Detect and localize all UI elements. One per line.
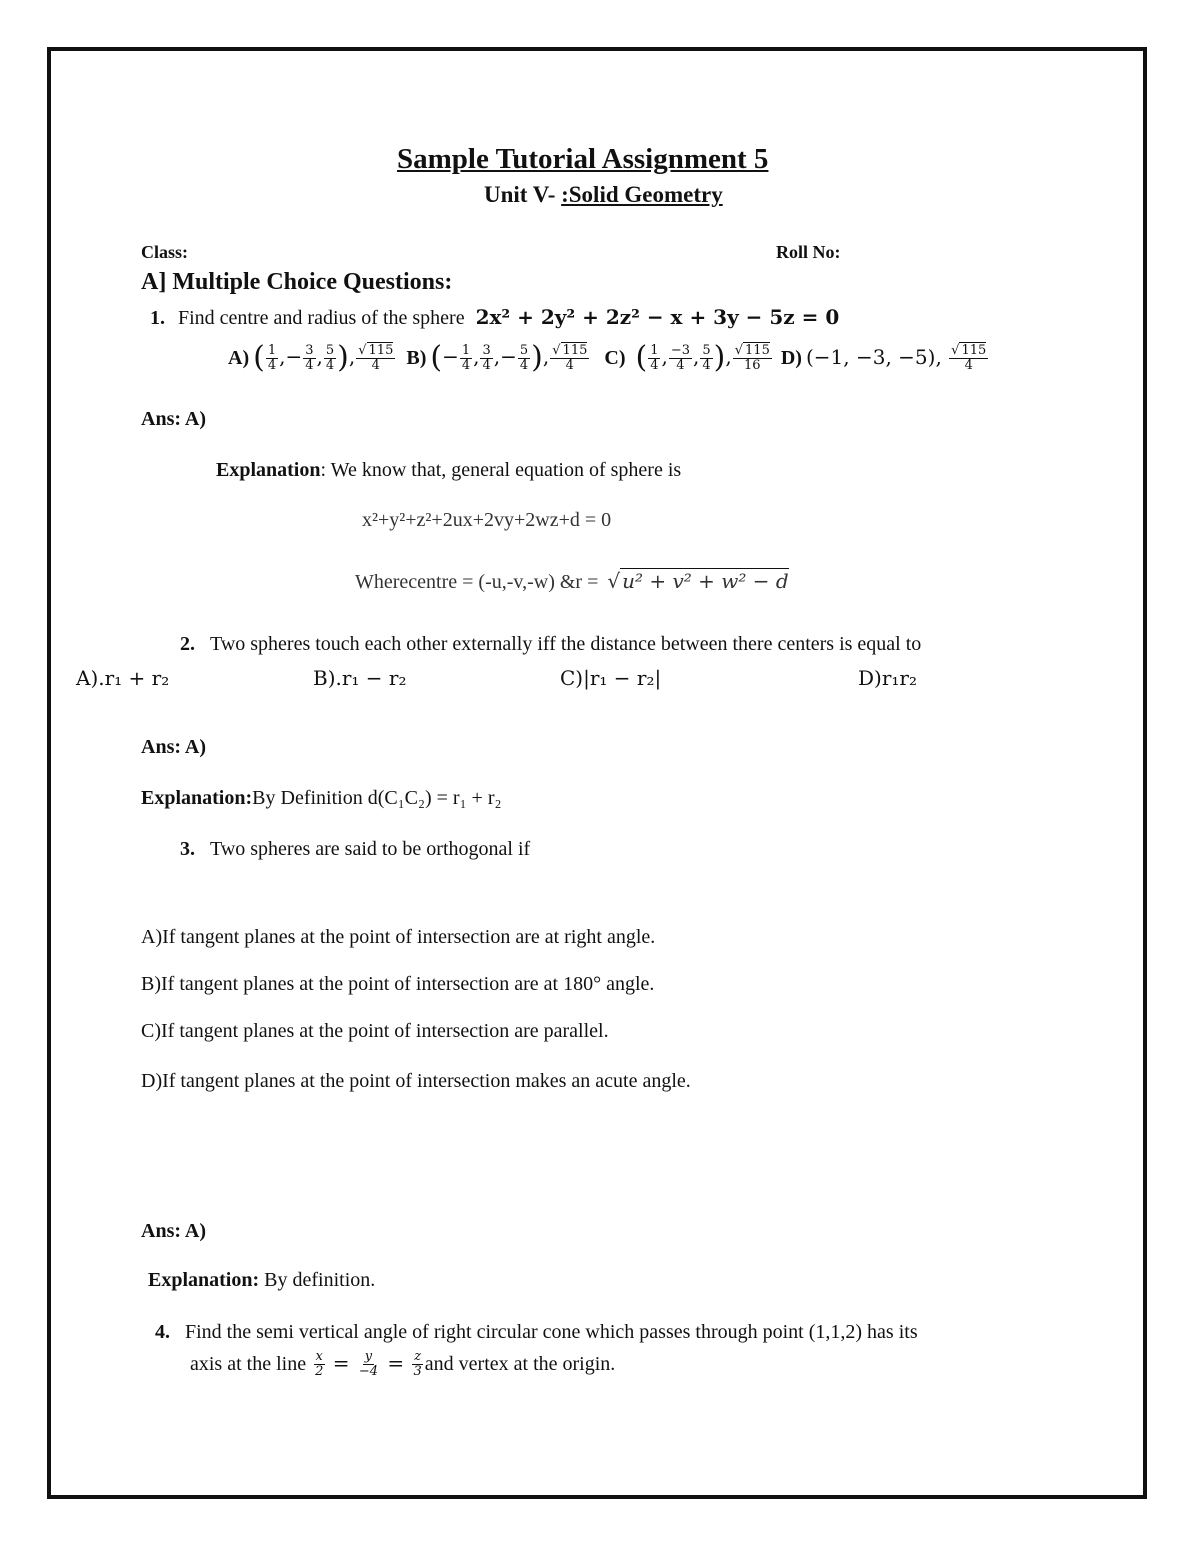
question-2: [180, 633, 921, 656]
option-a-value: ( $\frac{1}{4}$ ,− $\frac{3}{4}$ , $\frac{5}{4}$ ), $\frac{√ 115}{4}$: [253, 340, 394, 375]
class-label: Class:: [141, 242, 189, 262]
question-3-text: Two spheres are said to be orthogonal if: [210, 838, 531, 860]
option-d-label: D): [780, 346, 802, 369]
option-a-label: A): [228, 346, 250, 369]
question-1-options: [228, 336, 989, 380]
answer-1: Ans: A): [141, 408, 207, 430]
question-2-text: Two spheres touch each other externally iff the distance between there centers is equal to: [210, 633, 922, 655]
question-4-text: Find the semi vertical angle of right circular cone which passes through point (1,1,2) has its: [185, 1321, 918, 1343]
explanation-3: [148, 1269, 375, 1292]
unit-topic: :Solid Geometry: [561, 182, 723, 207]
explanation-3-text: By definition.: [259, 1269, 376, 1291]
answer-3: Ans: A): [141, 1220, 207, 1242]
explanation-1: [216, 459, 681, 482]
question-3-option-c: C)If tangent planes at the point of intersection are parallel.: [141, 1020, 609, 1042]
explanation-1-label: Explanation: [216, 459, 321, 481]
question-1-equation: 2x² + 2y² + 2z² − x + 3y − 5z = 0: [475, 305, 840, 329]
question-2-option-d: D)r₁r₂: [858, 666, 917, 690]
question-3-number: 3.: [180, 838, 195, 860]
question-4-line2-prefix: axis at the line: [190, 1353, 307, 1375]
page-title: Sample Tutorial Assignment 5: [397, 143, 769, 175]
option-b-value: (− $\frac{1}{4}$ , $\frac{3}{4}$ ,− $\frac{5}{4}$ ), $\frac{√ 115}{4}$: [430, 340, 588, 375]
explanation-2-label: Explanation:: [141, 787, 253, 809]
question-2-number: 2.: [180, 633, 195, 655]
explanation-2: [141, 787, 501, 810]
question-3-option-b: B)If tangent planes at the point of intersection are at 180° angle.: [141, 973, 655, 995]
question-2-option-a: A).r₁ + r₂: [76, 666, 170, 690]
question-1-number: 1.: [150, 307, 165, 329]
question-1: [150, 305, 839, 330]
option-b-label: B): [406, 346, 427, 369]
roll-no-label: Roll No:: [776, 242, 841, 262]
question-2-option-c: C)|r₁ − r₂|: [560, 666, 662, 690]
explanation-2-text: By Definition d(C₁C₂) = r₁ + r₂: [252, 787, 502, 809]
centre-radius-line: Wherecentre = (-u,-v,-w) &r = √ u² + v² + w² − d: [355, 569, 789, 593]
radius-expression: u² + v² + w² − d: [622, 569, 789, 593]
explanation-1-text: : We know that, general equation of sphere is: [320, 459, 682, 481]
section-heading-mcq: A] Multiple Choice Questions:: [141, 269, 453, 295]
question-3-option-a: A)If tangent planes at the point of intersection are at right angle.: [141, 926, 656, 948]
option-d-value: (−1, −3, −5), $\frac{√ 115}{4}$: [805, 342, 987, 373]
option-c-value: ( $\frac{1}{4}$ , $\frac{-3}{4}$ , $\frac{5}{4}$ ), $\frac{√ 115}{16}$: [635, 340, 770, 375]
unit-prefix: Unit V-: [484, 182, 562, 207]
option-d-text: (−1, −3, −5),: [805, 344, 942, 369]
centre-text: Wherecentre = (-u,-v,-w) &r =: [355, 571, 599, 593]
question-3: [180, 838, 530, 861]
question-4-line2-suffix: and vertex at the origin.: [424, 1353, 616, 1375]
axis-line-equation: $\frac{x}{2}$ = $\frac{y}{-4}$ = $\frac{z}{3}$: [315, 1349, 422, 1379]
question-4-line-2: [190, 1350, 615, 1379]
answer-2: Ans: A): [141, 736, 207, 758]
unit-heading: [484, 182, 723, 208]
general-equation: x²+y²+z²+2ux+2vy+2wz+d = 0: [362, 509, 612, 531]
explanation-3-label: Explanation:: [148, 1269, 260, 1291]
question-3-option-d: D)If tangent planes at the point of intersection makes an acute angle.: [141, 1070, 691, 1092]
question-2-option-b: B).r₁ − r₂: [313, 666, 407, 690]
question-4-line-1: [155, 1321, 918, 1344]
option-c-label: C): [604, 346, 626, 369]
question-4-number: 4.: [155, 1321, 170, 1343]
question-1-text: Find centre and radius of the sphere: [178, 307, 465, 329]
